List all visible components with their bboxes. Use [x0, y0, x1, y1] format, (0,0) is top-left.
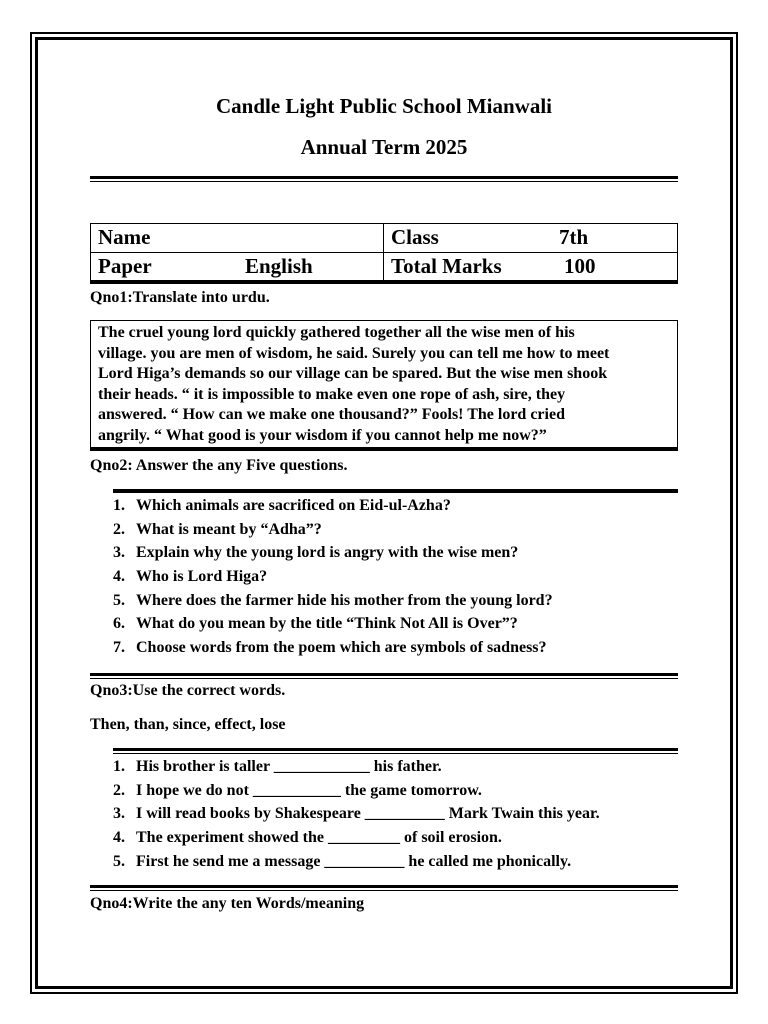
passage-line: answered. “ How can we make one thousand?” Fools! The lord cried — [98, 406, 565, 423]
passage-line: their heads. “ it is impossible to make even one rope of ash, sire, they — [98, 385, 566, 403]
q3-top-rule-thin — [113, 753, 678, 754]
q1-heading: Qno1:Translate into urdu. — [90, 289, 270, 306]
list-item: 4. Who is Lord Higa? — [113, 568, 268, 586]
total-marks-label: Total Marks — [391, 254, 502, 278]
q3-bottom-rule-thin — [90, 890, 678, 891]
list-item: 4. The experiment showed the _________ of soil erosion. — [113, 829, 502, 847]
paper-value: English — [245, 254, 313, 278]
q3-top-rule — [113, 748, 678, 751]
q3-bottom-rule — [90, 885, 678, 888]
list-item: 1. Which animals are sacrificed on Eid-ul-Azha? — [113, 497, 451, 514]
passage-line: The cruel young lord quickly gathered together all the wise men of his — [98, 324, 575, 341]
student-info-table — [90, 223, 678, 284]
list-item: 5. Where does the farmer hide his mother from the young lord? — [113, 591, 553, 609]
list-item: 2. I hope we do not ___________ the game tomorrow. — [113, 781, 482, 799]
q2-top-rule — [113, 489, 678, 493]
passage-line: village. you are men of wisdom, he said. Surely you can tell me how to meet — [98, 344, 610, 362]
header-divider-thin — [90, 181, 678, 182]
q2-question-list — [113, 494, 553, 660]
list-item: 6. What do you mean by the title “Think Not All is Over”? — [113, 615, 518, 633]
list-item: 3. I will read books by Shakespeare __________ Mark Twain this year. — [113, 805, 600, 823]
class-label: Class — [391, 225, 439, 249]
list-item: 1. His brother is taller ____________ his father. — [113, 758, 442, 775]
list-item: 3. Explain why the young lord is angry with the wise men? — [113, 544, 519, 562]
paper-label: Paper — [98, 254, 152, 278]
q2-bottom-rule — [90, 673, 678, 676]
q4-heading: Qno4:Write the any ten Words/meaning — [90, 895, 365, 912]
q1-passage — [90, 320, 678, 451]
list-item: 7. Choose words from the poem which are symbols of sadness? — [113, 639, 547, 657]
q3-heading: Qno3:Use the correct words. — [90, 682, 286, 699]
info-row-name — [91, 224, 677, 252]
q3-word-bank: Then, than, since, effect, lose — [90, 716, 286, 733]
q2-heading: Qno2: Answer the any Five questions. — [90, 457, 348, 474]
list-item: 2. What is meant by “Adha”? — [113, 520, 322, 538]
total-marks-value: 100 — [564, 254, 596, 278]
school-name: Candle Light Public School Mianwali — [215, 94, 553, 118]
name-label: Name — [98, 225, 151, 249]
passage-line: angrily. “ What good is your wisdom if you cannot help me now?” — [98, 426, 547, 444]
list-item: 5. First he send me a message __________ he called me phonically. — [113, 852, 572, 870]
info-row-paper — [91, 252, 677, 280]
term-title: Annual Term 2025 — [300, 135, 468, 159]
q2-bottom-rule-thin — [90, 678, 678, 679]
header-divider — [90, 176, 678, 179]
q3-question-list — [113, 755, 600, 873]
class-value: 7th — [559, 225, 589, 249]
passage-line: Lord Higa’s demands so our village can be spared. But the wise men shook — [98, 365, 608, 382]
